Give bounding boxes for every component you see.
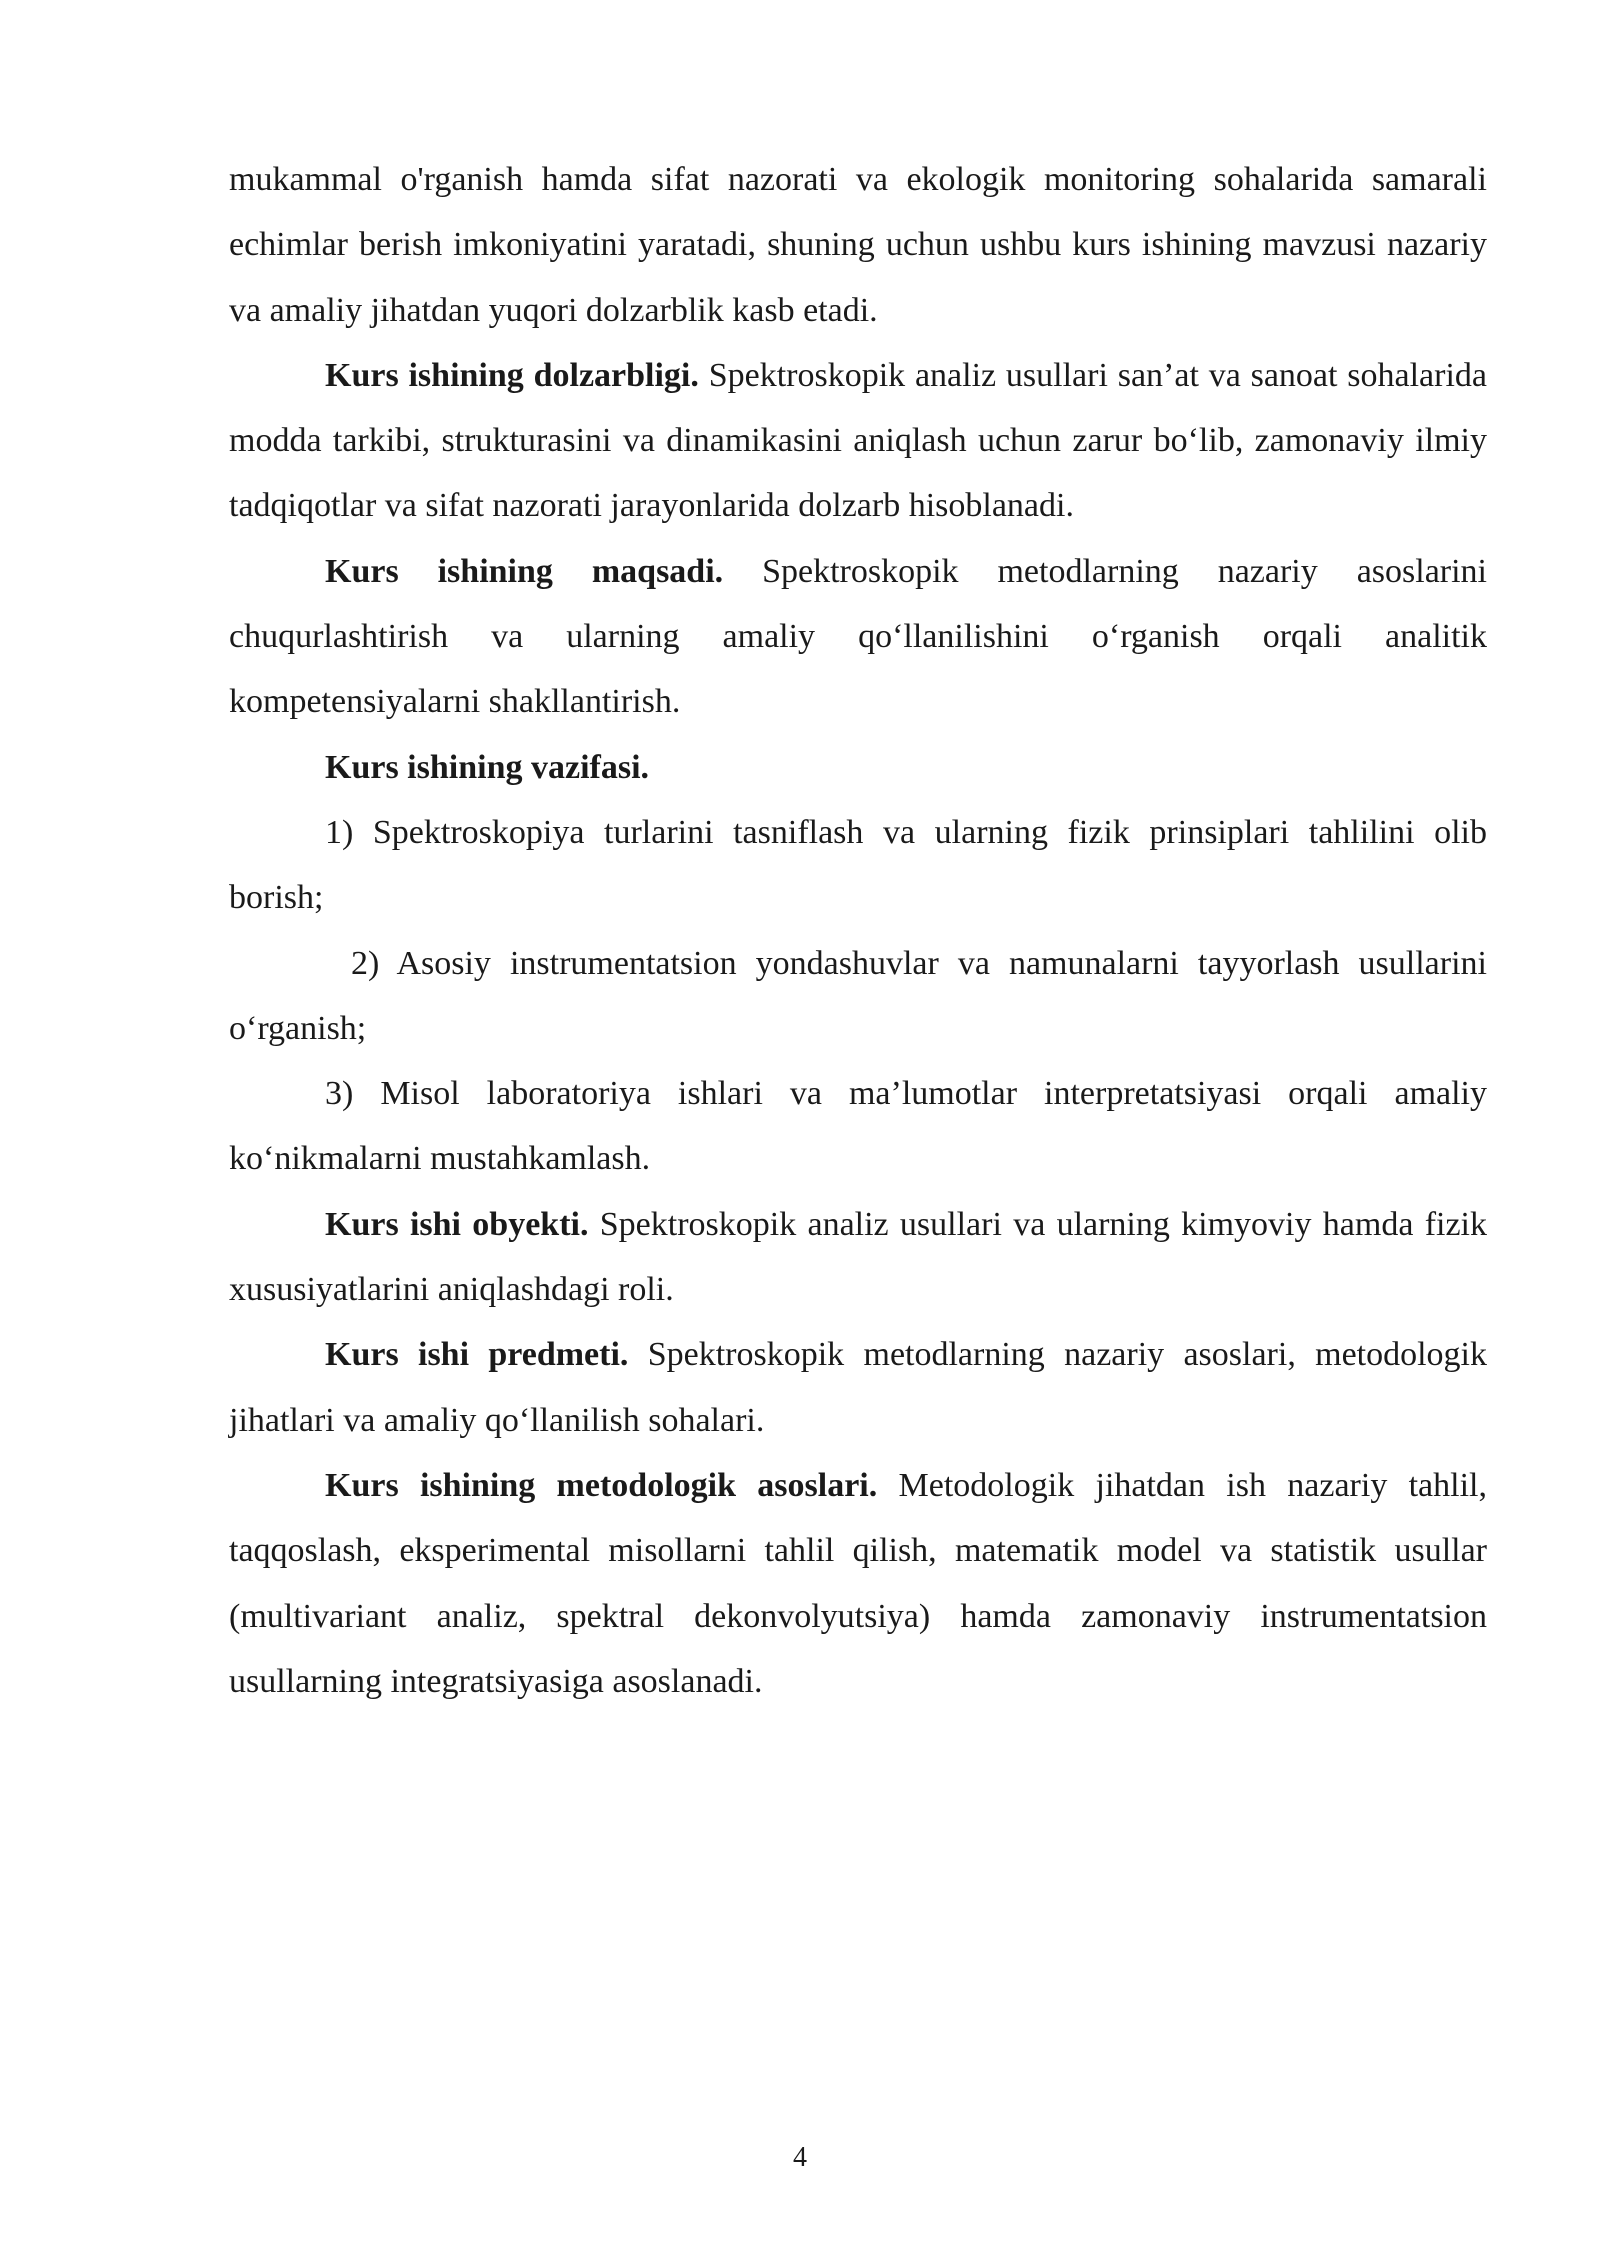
methodology-text: Metodologik jihatdan ish nazariy tahlil, taqqoslash, eksperimental misollarni tahlil qilish, matematik model va statistik usullar (multivariant analiz, spektral dekonvolyutsiya) hamda zamonaviy instrumentatsion usullarning integratsiyasiga asoslanadi. — [229, 1466, 1487, 1700]
tasks-paragraph — [229, 735, 1487, 800]
page-body — [229, 147, 1487, 1714]
goal-text: Spektroskopik metodlarning nazariy asoslarini chuqurlashtirish va ularning amaliy qo‘llanilishini o‘rganish orqali analitik kompetensiyalarni shakllantirish. — [229, 552, 1487, 721]
goal-heading: Kurs ishining maqsadi. — [325, 552, 724, 590]
subject-paragraph — [229, 1322, 1487, 1453]
relevance-heading: Kurs ishining dolzarbligi. — [325, 356, 699, 394]
task-item-1: 1) Spektroskopiya turlarini tasniflash va ularning fizik prinsiplari tahlilini olib borish; — [229, 813, 1487, 917]
object-paragraph — [229, 1192, 1487, 1323]
subject-text: Spektroskopik metodlarning nazariy asoslari, metodologik jihatlari va amaliy qo‘llanilish sohalari. — [229, 1336, 1488, 1439]
relevance-text: Spektroskopik analiz usullari san’at va sanoat sohalarida modda tarkibi, strukturasini va dinamikasini aniqlash uchun zarur bo‘lib, zamonaviy ilmiy tadqiqotlar va sifat nazorati jarayonlarida dolzarb hisoblanadi. — [229, 356, 1487, 525]
task-item-2: 2) Asosiy instrumentatsion yondashuvlar va namunalarni tayyorlash usullarini o‘rganish; — [229, 944, 1487, 1047]
page-number: 4 — [793, 2142, 807, 2173]
tasks-heading: Kurs ishining vazifasi. — [325, 748, 650, 786]
methodology-heading: Kurs ishining metodologik asoslari. — [325, 1466, 878, 1504]
methodology-paragraph — [229, 1453, 1487, 1714]
relevance-paragraph — [229, 343, 1487, 539]
task-item-3: 3) Misol laboratoriya ishlari va ma’lumotlar interpretatsiyasi orqali amaliy ko‘nikmalarni mustahkamlash. — [229, 1075, 1487, 1178]
goal-paragraph — [229, 539, 1487, 735]
object-text: Spektroskopik analiz usullari va ularning kimyoviy hamda fizik xususiyatlarini aniqlashdagi roli. — [229, 1205, 1488, 1309]
object-heading: Kurs ishi obyekti. — [325, 1205, 589, 1243]
subject-heading: Kurs ishi predmeti. — [325, 1336, 629, 1374]
intro-paragraph: mukammal o'rganish hamda sifat nazorati va ekologik monitoring sohalarida samarali echimlar berish imkoniyatini yaratadi, shuning uchun ushbu kurs ishining mavzusi nazariy va amaliy jihatdan yuqori dolzarblik kasb etadi. — [229, 161, 1487, 329]
